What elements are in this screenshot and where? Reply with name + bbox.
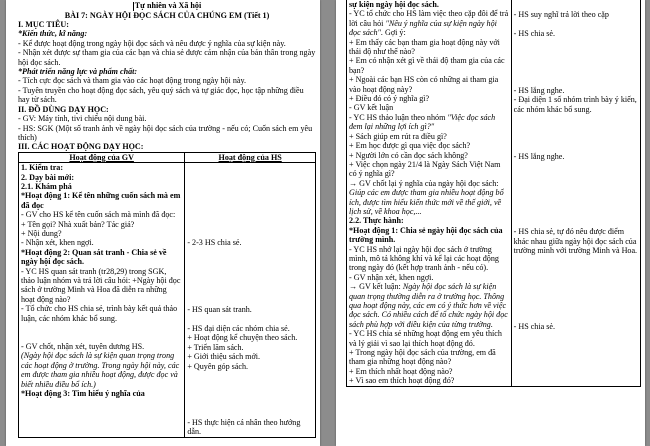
list-item: + Hoạt động kể chuyện theo sách. (187, 333, 298, 343)
question-item: + Trong ngày hội đọc sách của trường, em đã tham gia những hoạt động nào? (349, 348, 496, 367)
table-row (347, 0, 641, 386)
question-item: + Em thấy các bạn tham gia hoạt động này với thái độ như thế nào? (349, 37, 500, 57)
competence-item-2: - Tuyên truyền cho hoạt động đọc sách, yêu quý sách và tự giác đọc, học tập những điều hay từ sách. (18, 85, 304, 105)
spacer (514, 19, 638, 29)
student-activity-2: - HS quan sát tranh. (187, 304, 252, 314)
activity-2-conclusion-text: (Ngày hội đọc sách là sự kiện quan trọng trong các hoạt động ở trường. Trong ngày hội này, các em được tham gia nhiều hoạt động, được đọc và biết nhiều điều bổ ích.) (21, 351, 180, 389)
practice-activity-1-title: *Hoạt động 1: Chia sẻ ngày hội đọc sách của trường mình. (349, 225, 503, 245)
list-item: - HS đại diện các nhóm chia sẻ. (187, 323, 290, 333)
teacher-cell (347, 0, 512, 386)
student-activity-end: - HS thực hiện cá nhân theo hướng dẫn. (187, 417, 301, 437)
activity-1-title: *Hoạt động 1: Kể tên những cuốn sách mà em đã đọc (21, 191, 181, 210)
activity-1-praise: - Nhận xét, khen ngợi. (21, 238, 94, 248)
list-item: + Triển lãm sách. (187, 342, 244, 352)
section-thuc-hanh: 2.2. Thực hành: (349, 216, 404, 226)
materials-gv: - GV: Máy tính, tivi chiếu nội dung bài. (18, 114, 147, 124)
activities-heading: III. CÁC HOẠT ĐỘNG DẠY HỌC: (18, 142, 144, 152)
student-activity-1: - 2-3 HS chia sẻ. (187, 238, 242, 248)
table-header-row (19, 152, 316, 162)
question-item: + Em học được gì qua việc đọc sách? (349, 141, 471, 151)
practice-share: - YC HS chia sẻ những hoạt động em yêu thích và lý giải vì sao lại thích hoạt động đó. (349, 329, 502, 348)
document-page-1[interactable] (6, 0, 320, 446)
activity-3-title-continued: sự kiện ngày hội đọc sách. (349, 0, 439, 9)
question-item: + Sách giúp em rút ra điều gì? (349, 131, 447, 141)
activity-1-question-1: + Tên gọi? Nhà xuất bản? Tác giả? (21, 219, 135, 229)
page-1-content (18, 0, 316, 438)
question-item: + Em thích nhất hoạt động nào? (349, 366, 453, 376)
text-cursor (133, 2, 134, 11)
section-bai-moi: 2. Dạy bài mới: (21, 172, 75, 182)
activity-2-title: *Hoạt động 2: Quan sát tranh - Chia sẻ về ngày hội đọc sách. (21, 247, 167, 267)
spacer (514, 161, 638, 227)
teacher-summary: → GV chốt lại ý nghĩa của ngày hội đọc sách: Giúp các em được tham gia nhiều hoạt động bổ ích, được tìm hiểu kiến thức mới về thế giới, về lịch sử, về khoa học,... (349, 178, 504, 216)
spacer (514, 0, 638, 10)
question-item: + Em có nhận xét gì về thái độ tham gia của các bạn? (349, 56, 505, 75)
spacer (514, 256, 638, 322)
spacer (514, 39, 638, 86)
page-2-content (346, 0, 641, 387)
activity-1-instruction: - GV cho HS kể tên cuốn sách mà mình đã đọc: (21, 210, 176, 220)
student-response: - HS suy nghĩ trả lời theo cặp (513, 10, 609, 19)
student-cell (511, 0, 640, 386)
activity-2-instruction: - YC HS quan sát tranh (tr28,29) trong SGK, thảo luận nhóm và trả lời câu hỏi: +Ngày hội đọc sách ở trường Minh và Hoa đã diễn ra những hoạt động nào? (21, 266, 181, 304)
document-page-2[interactable] (336, 0, 645, 446)
student-response: - HS chia sẻ. (513, 29, 555, 39)
practice-conclusion: → GV kết luận: Ngày hội đọc sách là sự kiện quan trọng thường diễn ra ở trường học. Thông qua hoạt động này, các em có ý thức hơn về việc đọc sách. Có nhiều cách để tổ chức ngày hội đọc sách phù hợp với điều kiện của từng trường. (349, 282, 508, 329)
materials-hs: - HS: SGK (Một số tranh ảnh về ngày hội đọc sách của trường - nếu có; Cuốn sách em yêu thích) (18, 123, 313, 142)
teacher-praise: - GV nhận xét, khen ngợi. (349, 272, 434, 282)
column-header-teacher: Hoạt động của GV (19, 152, 185, 162)
spacer (21, 323, 182, 342)
student-response: - HS lắng nghe. (513, 85, 565, 95)
list-item: + Quyên góp sách. (187, 361, 249, 371)
student-cell (185, 163, 316, 438)
column-header-student: Hoạt động của HS (185, 152, 316, 162)
question-item: + Người lớn có cần đọc sách không? (349, 150, 468, 160)
section-kiem-tra: 1. Kiểm tra: (21, 163, 64, 173)
student-response: - HS lắng nghe. (513, 152, 565, 162)
table-row (19, 163, 316, 438)
question-item: + Vì sao em thích hoạt động đó? (349, 376, 455, 386)
activity-3-instruction: - YC tổ chức cho HS làm việc theo cặp đôi để trả lời câu hỏi "Nêu ý nghĩa của sự kiện ngày hội đọc sách". Gợi ý: (349, 9, 509, 38)
spacer (187, 371, 313, 418)
spacer (514, 114, 638, 152)
spacer (187, 163, 313, 238)
competence-heading: *Phát triển năng lực và phẩm chất: (18, 67, 138, 77)
lesson-activities-table (18, 152, 316, 438)
activity-2-conclude: - GV chốt, nhận xét, tuyên dương HS. (21, 342, 145, 352)
objectives-heading: I. MỤC TIÊU: (18, 20, 69, 30)
student-response: - Đại diện 1 số nhóm trình bày ý kiến, các nhóm khác bổ sung. (513, 95, 637, 114)
practice-instruction: - YC HS nhớ lại ngày hội đọc sách ở trường mình, mô tả không khí và kể lại các hoạt động trong ngày đó (kết hợp tranh ảnh - nếu có). (349, 244, 499, 273)
teacher-cell (19, 163, 185, 438)
activity-1-question-2: + Nội dung? (21, 228, 62, 238)
spacer (187, 248, 313, 305)
activity-2-share: - Tổ chức cho HS chia sẻ, trình bày kết quả thảo luận, các nhóm khác bổ sung. (21, 304, 178, 323)
student-response: - HS chia sẻ. (513, 321, 555, 331)
knowledge-item-1: - Kể được hoạt động trong ngày hội đọc sách và nêu được ý nghĩa của sự kiện này. (18, 38, 286, 48)
teacher-conclusion: - GV kết luận (349, 103, 394, 113)
question-item: + Việc chọn ngày 21/4 là Ngày Sách Việt Nam có ý nghĩa gì? (349, 159, 501, 179)
subject-heading: Tự nhiên và Xã hội (134, 1, 202, 10)
lesson-title: BÀI 7: NGÀY HỘI ĐỌC SÁCH CỦA CHÚNG EM (Tiết 1) (64, 10, 270, 20)
question-item: + Ngoài các bạn HS còn có những ai tham gia vào hoạt động này? (349, 75, 499, 94)
lesson-activities-table-continued (346, 0, 641, 387)
activity-3-title: *Hoạt động 3: Tìm hiểu ý nghĩa của (21, 389, 145, 399)
list-item: + Giới thiệu sách mới. (187, 352, 261, 362)
knowledge-heading: *Kiến thức, kĩ năng: (18, 29, 88, 39)
student-response: - HS chia sẻ, tự đó nêu được điểm khác nhau giữa ngày hội đọc sách của trường mình với trường Minh và Hoa. (513, 227, 638, 256)
question-item: + Điều đó có ý nghĩa gì? (349, 94, 430, 104)
knowledge-item-2: - Nhận xét được sự tham gia của các bạn và chia sẻ được cảm nhận của bản thân trong ngày hội đọc sách. (18, 48, 316, 67)
spacer (187, 314, 313, 324)
competence-item-1: - Tích cực đọc sách và tham gia vào các hoạt động trong ngày hội này. (18, 76, 247, 86)
section-kham-pha: 2.1. Khám phá (21, 181, 72, 191)
materials-heading: II. ĐỒ DÙNG DẠY HỌC: (18, 104, 109, 114)
group-discussion: - YC HS thảo luận theo nhóm "Việc đọc sách đem lại những lợi ích gì?" (349, 112, 496, 132)
